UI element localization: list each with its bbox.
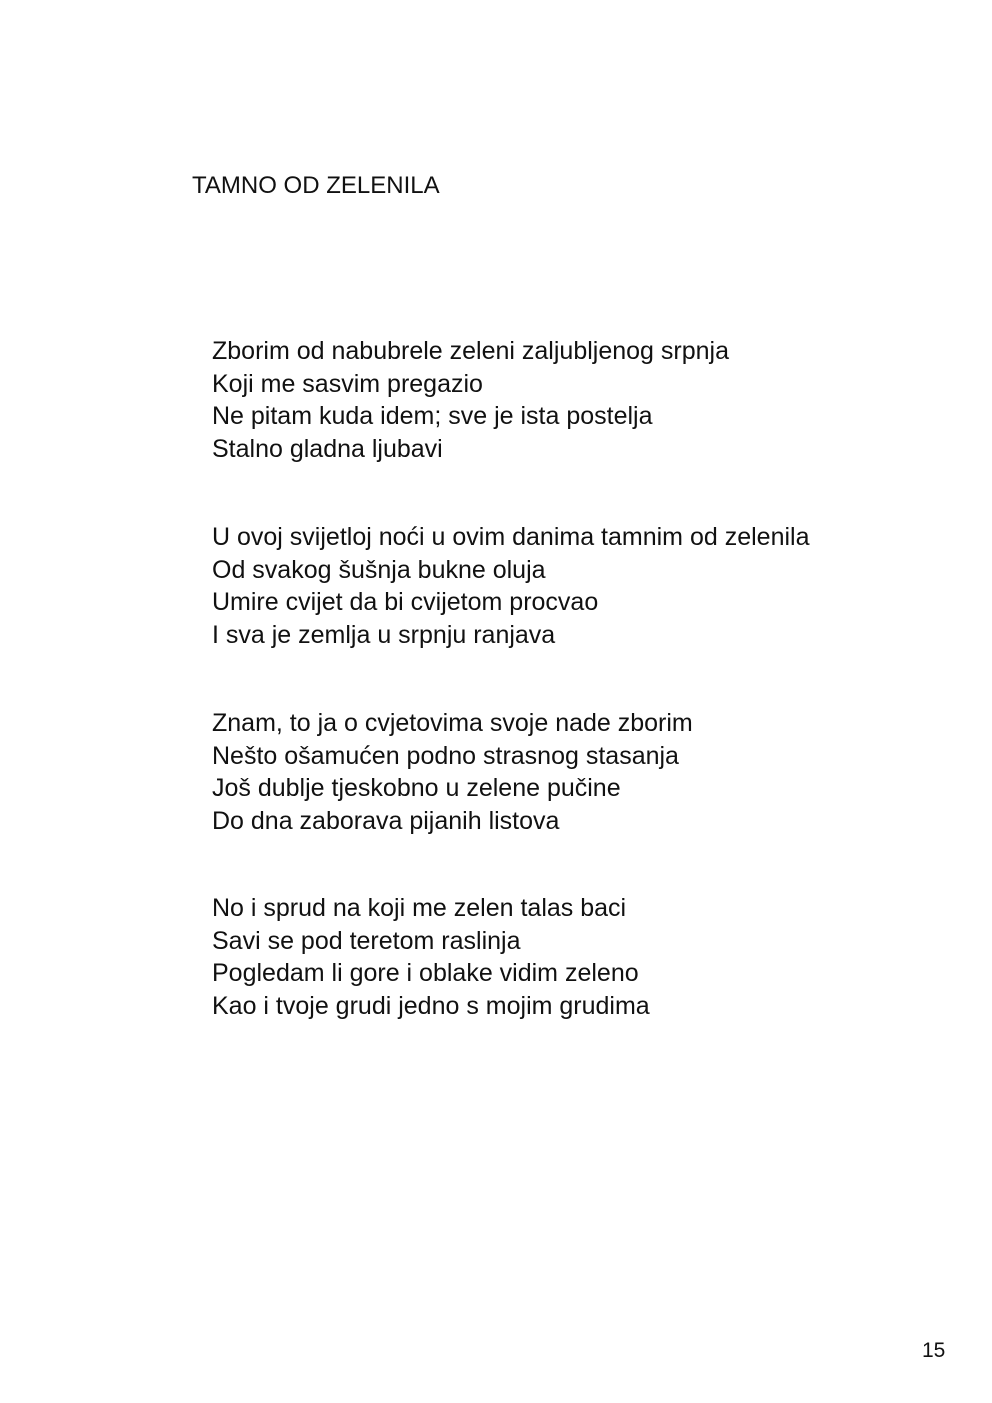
poem-line: Od svakog šušnja bukne oluja (212, 555, 546, 584)
poem-line: No i sprud na koji me zelen talas baci (212, 894, 627, 922)
poem-line: Stalno gladna ljubavi (212, 434, 443, 463)
poem-line: Zborim od nabubrele zeleni zaljubljenog srpnja (212, 337, 729, 365)
poem-line: Pogledam li gore i oblake vidim zeleno (212, 959, 639, 987)
stanza-1 (212, 335, 729, 465)
poem-line: Još dublje tjeskobno u zelene pučine (212, 774, 621, 802)
stanza-3 (212, 707, 693, 837)
poem-line: Savi se pod teretom raslinja (212, 926, 521, 955)
stanza-4 (212, 892, 650, 1022)
poem-line: Kao i tvoje grudi jedno s mojim grudima (212, 991, 650, 1020)
poem-line: U ovoj svijetloj noći u ovim danima tamnim od zelenila (212, 523, 810, 551)
poem-line: Znam, to ja o cvjetovima svoje nade zborim (212, 709, 693, 737)
poem-line: Umire cvijet da bi cvijetom procvao (212, 588, 599, 616)
poem-line: Do dna zaborava pijanih listova (212, 806, 560, 835)
poem-line: I sva je zemlja u srpnju ranjava (212, 620, 556, 649)
poem-title: TAMNO OD ZELENILA (192, 172, 440, 199)
page-number: 15 (922, 1339, 946, 1362)
poem-line: Nešto ošamućen podno strasnog stasanja (212, 741, 679, 770)
poem-line: Ne pitam kuda idem; sve je ista postelja (212, 402, 653, 430)
stanza-2 (212, 521, 810, 651)
poem-line: Koji me sasvim pregazio (212, 369, 483, 398)
